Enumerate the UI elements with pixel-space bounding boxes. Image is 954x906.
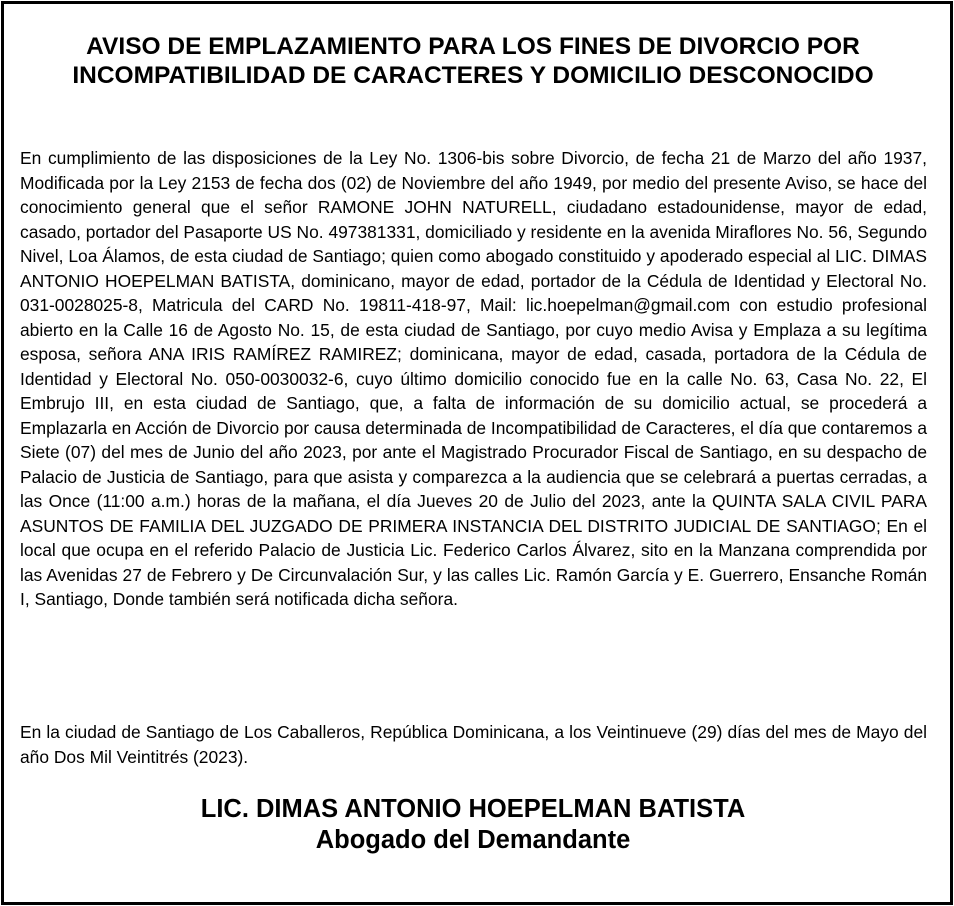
signature-block [18, 794, 928, 856]
notice-date-paragraph: En la ciudad de Santiago de Los Caballeros, República Dominicana, a los Veintinueve (29) días del mes de Mayo del año Dos Mil Veintitrés (2023). [20, 722, 927, 767]
notice-title: AVISO DE EMPLAZAMIENTO PARA LOS FINES DE DIVORCIO POR INCOMPATIBILIDAD DE CARACTERES Y DOMICILIO DESCONOCIDO [72, 33, 874, 89]
signature-name: LIC. DIMAS ANTONIO HOEPELMAN BATISTA [200, 795, 746, 823]
signature-role: Abogado del Demandante [315, 826, 631, 854]
notice-body-paragraph: En cumplimiento de las disposiciones de la Ley No. 1306-bis sobre Divorcio, de fecha 21 de Marzo del año 1937, Modificada por la Ley 2153 de fecha dos (02) de Noviembre del año 1949, por medio del presente Aviso, se hace del conocimiento general que el señor RAMONE JOHN NATURELL, ciudadano estadounidense, mayor de edad, casado, portador del Pasaporte US No. 497381331, domiciliado y residente en la avenida Miraflores No. 56, Segundo Nivel, Loa Álamos, de esta ciudad de Santiago; quien como abogado constituido y apoderado especial al LIC. DIMAS ANTONIO HOEPELMAN BATISTA, dominicano, mayor de edad, portador de la Cédula de Identidad y Electoral No. 031-0028025-8, Matricula del CARD No. 19811-418-97, Mail: lic.hoepelman@gmail.com con estudio profesional abierto en la Calle 16 de Agosto No. 15, de esta ciudad de Santiago, por cuyo medio Avisa y Emplaza a su legítima esposa, señora ANA IRIS RAMÍREZ RAMIREZ; dominicana, mayor de edad, casada, portadora de la Cédula de Identidad y Electoral No. 050-0030032-6, cuyo último domicilio conocido fue en la calle No. 63, Casa No. 22, El Embrujo III, en esta ciudad de Santiago, que, a falta de información de su domicilio actual, se procederá a Emplazarla en Acción de Divorcio por causa determinada de Incompatibilidad de Caracteres, el día que contaremos a Siete (07) del mes de Junio del año 2023, por ante el Magistrado Procurador Fiscal de Santiago, en su despacho de Palacio de Justicia de Santiago, para que asista y comparezca a la audiencia que se celebrará a puertas cerradas, a las Once (11:00 a.m.) horas de la mañana, el día Jueves 20 de Julio del 2023, ante la QUINTA SALA CIVIL PARA ASUNTOS DE FAMILIA DEL JUZGADO DE PRIMERA INSTANCIA DEL DISTRITO JUDICIAL DE SANTIAGO; En el local que ocupa en el referido Palacio de Justicia Lic. Federico Carlos Álvarez, sito en la Manzana comprendida por las Avenidas 27 de Febrero y De Circunvalación Sur, y las calles Lic. Ramón García y E. Guerrero, Ensanche Román I, Santiago, Donde también será notificada dicha señora. [20, 148, 927, 609]
